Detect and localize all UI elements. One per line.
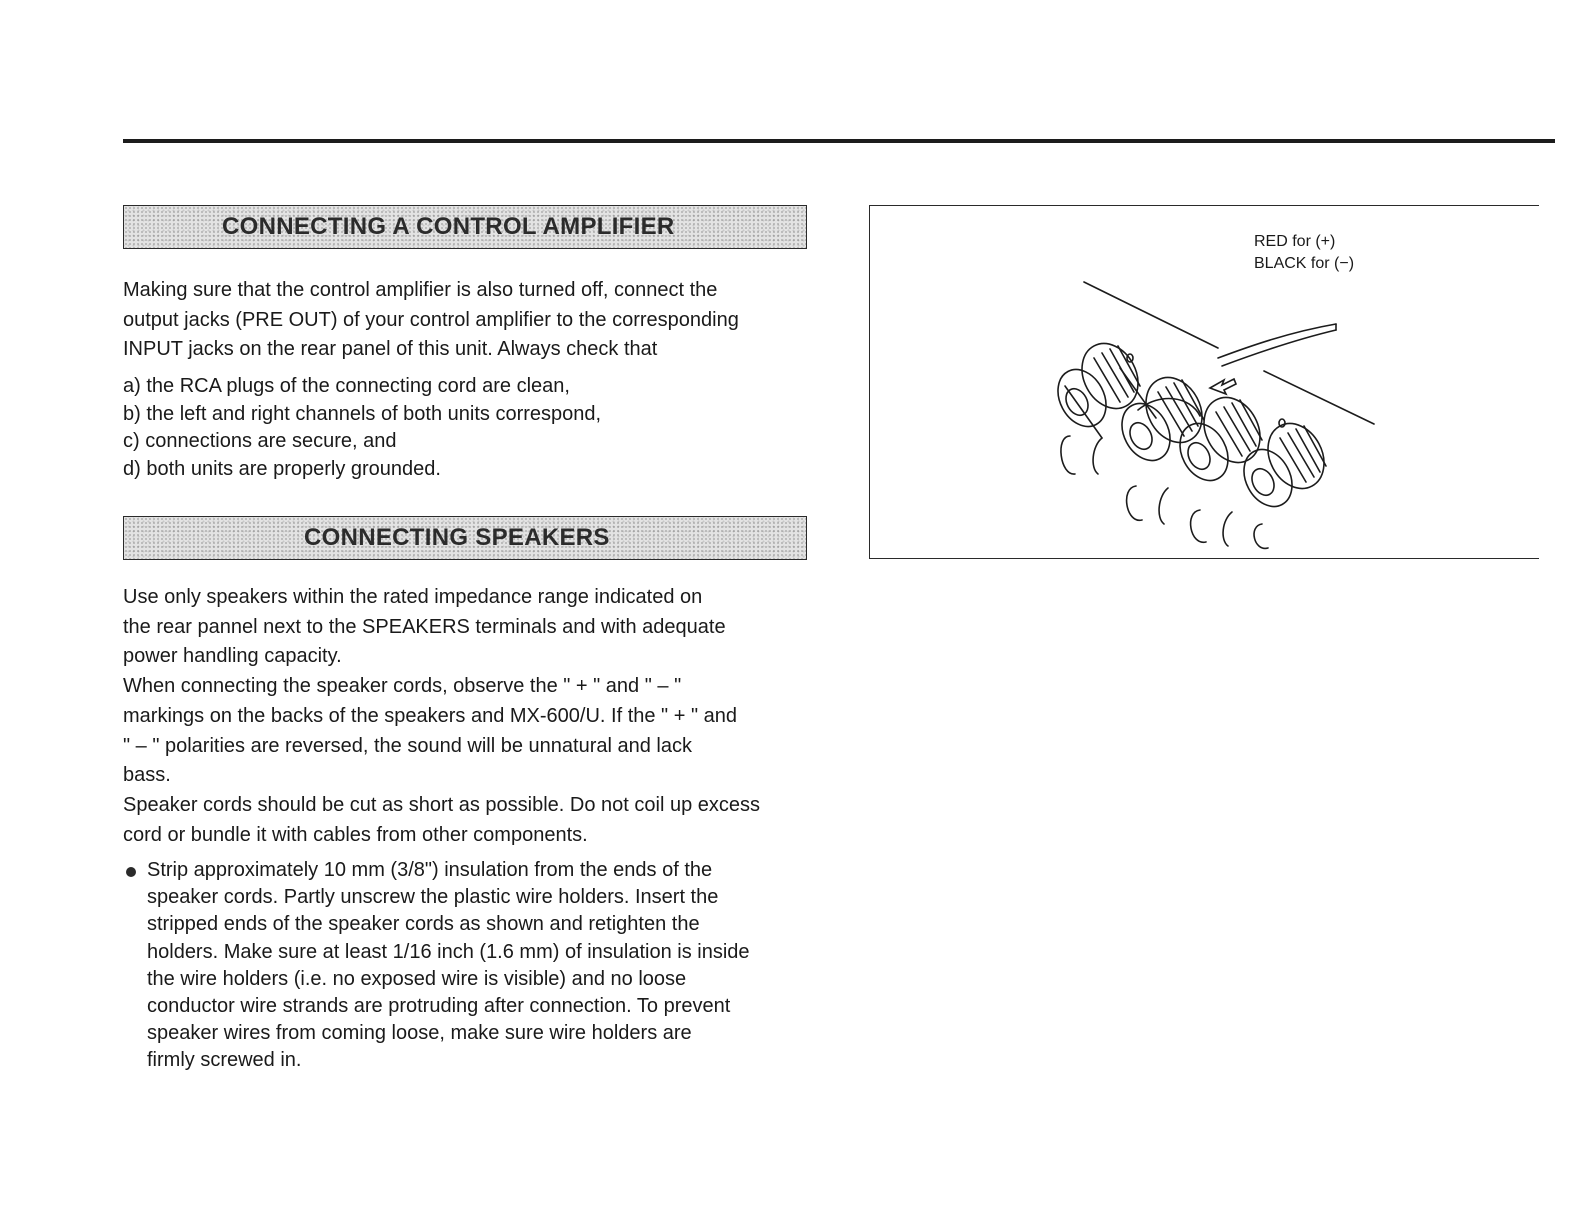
text-line: INPUT jacks on the rear panel of this unit. Always check that xyxy=(123,338,658,361)
text-line: When connecting the speaker cords, observe the " + " and " – " xyxy=(123,675,682,698)
text-line: firmly screwed in. xyxy=(147,1049,302,1072)
text-line: Use only speakers within the rated impedance range indicated on xyxy=(123,586,703,608)
checklist-item: a) the RCA plugs of the connecting cord are clean, xyxy=(123,375,570,397)
bullet-icon xyxy=(126,867,136,877)
text-line: the wire holders (i.e. no exposed wire is visible) and no loose xyxy=(147,967,687,990)
text-line: markings on the backs of the speakers and MX-600/U. If the " + " and xyxy=(123,704,737,727)
text-line: speaker cords. Partly unscrew the plastic wire holders. Insert the xyxy=(147,886,719,909)
speaker-terminals-icon xyxy=(870,206,1538,558)
section-title: CONNECTING SPEAKERS xyxy=(304,524,610,551)
connection-checklist xyxy=(123,373,813,483)
top-rule xyxy=(123,139,1555,143)
text-line: speaker wires from coming loose, make sure wire holders are xyxy=(147,1022,692,1045)
bullet-text xyxy=(147,857,750,1075)
section-header-speakers xyxy=(123,516,807,560)
text-line: stripped ends of the speaker cords as shown and retighten the xyxy=(147,913,700,936)
text-line: Speaker cords should be cut as short as possible. Do not coil up excess xyxy=(123,793,761,816)
text-line: cord or bundle it with cables from other components. xyxy=(123,823,588,846)
text-line: conductor wire strands are protruding after connection. To prevent xyxy=(147,995,731,1018)
text-line: Strip approximately 10 mm (3/8") insulation from the ends of the xyxy=(147,859,713,881)
checklist-item: b) the left and right channels of both units correspond, xyxy=(123,402,602,425)
checklist-item: c) connections are secure, and xyxy=(123,430,397,453)
speakers-body-paragraph xyxy=(123,583,813,850)
label-red-positive: RED for (+) xyxy=(1254,233,1336,250)
section-title: CONNECTING A CONTROL AMPLIFIER xyxy=(222,213,675,240)
text-line: the rear pannel next to the SPEAKERS terminals and with adequate xyxy=(123,615,726,638)
label-black-negative: BLACK for (−) xyxy=(1254,255,1355,272)
section-header-control-amplifier xyxy=(123,205,807,249)
amplifier-intro-paragraph xyxy=(123,276,813,365)
text-line: output jacks (PRE OUT) of your control amplifier to the corresponding xyxy=(123,308,739,331)
speaker-terminal-figure xyxy=(869,205,1539,559)
text-line: power handling capacity. xyxy=(123,645,342,668)
checklist-item: d) both units are properly grounded. xyxy=(123,457,441,480)
text-line: " – " polarities are reversed, the sound will be unnatural and lack xyxy=(123,734,692,757)
text-line: Making sure that the control amplifier is also turned off, connect the xyxy=(123,279,718,301)
text-line: holders. Make sure at least 1/16 inch (1.6 mm) of insulation is inside xyxy=(147,940,750,963)
text-line: bass. xyxy=(123,764,171,787)
